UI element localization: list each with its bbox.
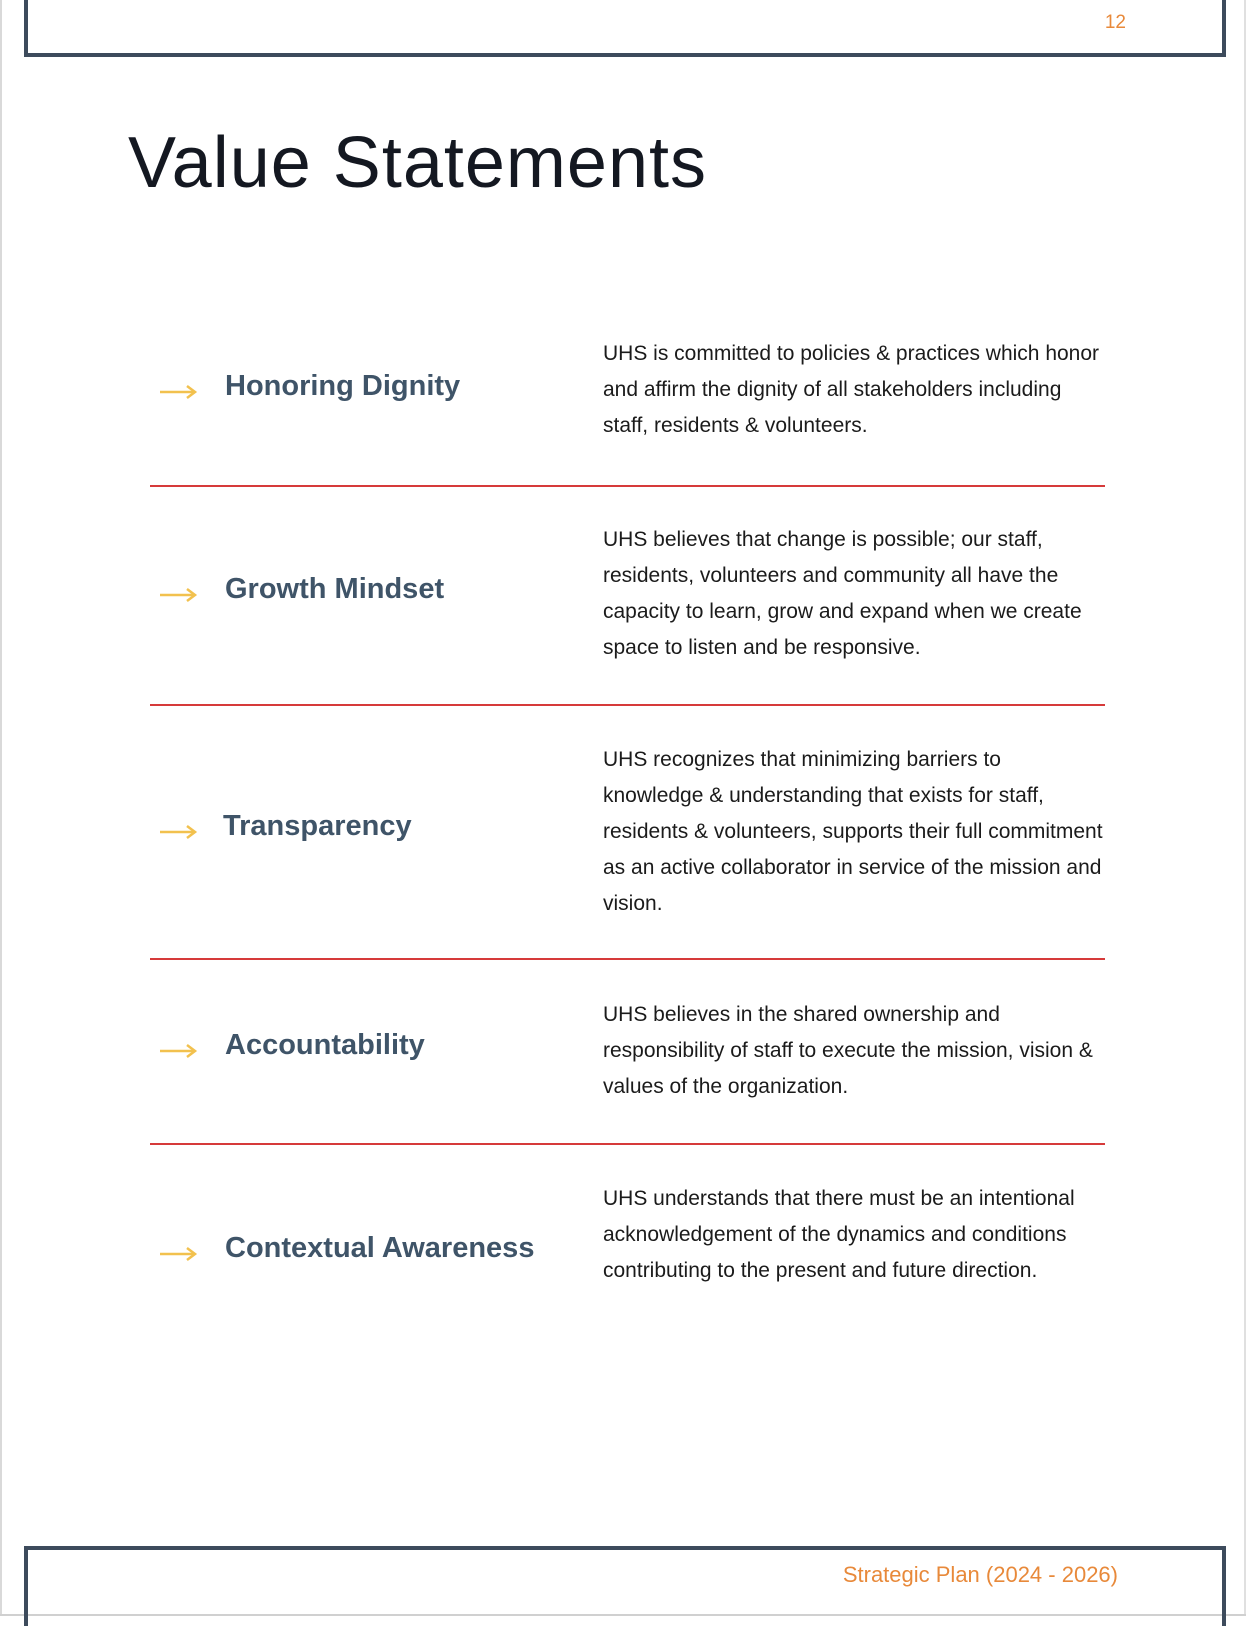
divider xyxy=(150,704,1105,706)
value-name: Growth Mindset xyxy=(225,573,445,605)
divider xyxy=(150,485,1105,487)
value-description: UHS believes that change is possible; our staff, residents, volunteers and community all have the capacity to learn, grow and expand when we create space to listen and be responsive. xyxy=(603,528,1082,659)
value-description: UHS understands that there must be an intentional acknowledgement of the dynamics and conditions contributing to the present and future direction. xyxy=(603,1187,1075,1282)
value-row-accountability xyxy=(150,997,1105,1107)
footer-text: Strategic Plan (2024 - 2026) xyxy=(842,1562,1118,1587)
value-name: Honoring Dignity xyxy=(225,370,461,402)
value-name: Contextual Awareness xyxy=(225,1232,535,1264)
right-arrow-icon xyxy=(158,1244,198,1264)
page-edge-left xyxy=(0,0,2,1616)
divider xyxy=(150,958,1105,960)
page-number: 12 xyxy=(1104,12,1126,33)
right-arrow-icon xyxy=(158,585,198,605)
value-name: Transparency xyxy=(223,810,412,842)
right-arrow-icon xyxy=(158,822,198,842)
page-title: Value Statements xyxy=(128,123,707,203)
value-row-growth-mindset xyxy=(150,522,1105,667)
value-description: UHS is committed to policies & practices which honor and affirm the dignity of all stakeholders including staff, residents & volunteers. xyxy=(603,342,1100,437)
value-description: UHS believes in the shared ownership and responsibility of staff to execute the mission, vision & values of the organization. xyxy=(603,1003,1093,1098)
right-arrow-icon xyxy=(158,382,198,402)
right-arrow-icon xyxy=(158,1041,198,1061)
value-description: UHS recognizes that minimizing barriers to knowledge & understanding that exists for staff, residents & volunteers, supports their full commitment as an active collaborator in service of the mission and vision. xyxy=(603,748,1103,915)
value-row-transparency xyxy=(150,742,1105,922)
divider xyxy=(150,1143,1105,1145)
value-row-contextual-awareness xyxy=(150,1181,1105,1291)
value-name: Accountability xyxy=(225,1029,425,1061)
header-frame xyxy=(24,0,1226,57)
value-row-honoring-dignity xyxy=(150,336,1105,446)
